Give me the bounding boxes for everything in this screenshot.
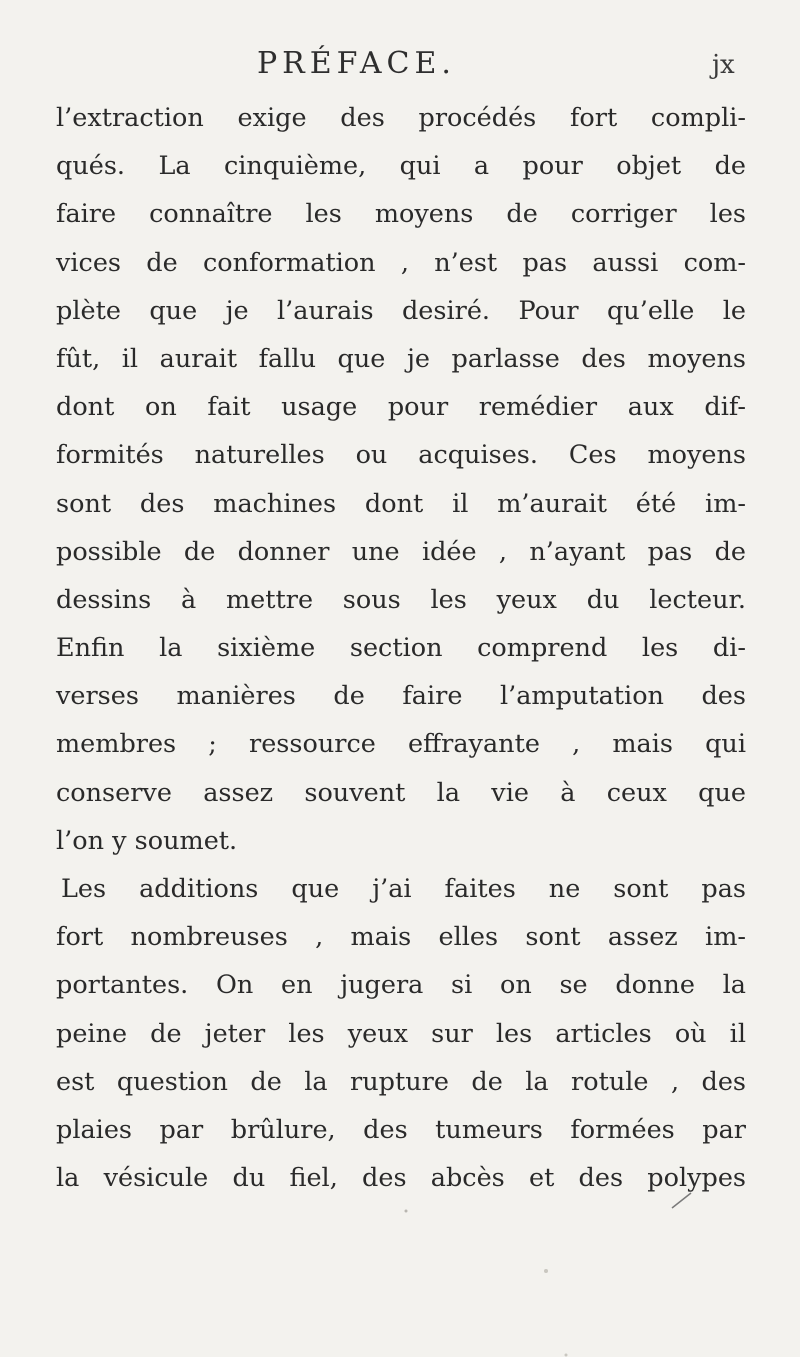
running-head — [0, 46, 800, 96]
text-line: portantes. On en jugera si on se donne la — [56, 970, 746, 1001]
text-line: fût, il aurait fallu que je parlasse des moyens — [56, 343, 746, 374]
text-line: possible de donner une idée , n’ayant pas de — [56, 536, 746, 567]
body-text — [56, 94, 746, 1202]
text-line: dessins à mettre sous les yeux du lecteur. — [56, 584, 746, 615]
text-line: Les additions que j’ai faites ne sont pas — [61, 874, 746, 904]
text-line: dont on fait usage pour remédier aux dif- — [56, 392, 746, 423]
text-line: verses manières de faire l’amputation des — [56, 681, 746, 712]
ink-speck — [565, 1354, 568, 1357]
text-line: plète que je l’aurais desiré. Pour qu’elle le — [56, 295, 746, 326]
text-line: formités naturelles ou acquises. Ces moyens — [56, 440, 746, 471]
text-line: la vésicule du fiel, des abcès et des polypes — [56, 1163, 746, 1194]
running-title: PRÉFACE. — [257, 46, 456, 81]
text-line: Enfin la sixième section comprend les di- — [56, 633, 746, 664]
text-line: membres ; ressource effrayante , mais qui — [56, 729, 746, 760]
ink-speck — [544, 1269, 548, 1273]
text-line: plaies par brûlure, des tumeurs formées par — [56, 1114, 746, 1145]
page-number: jx — [712, 50, 735, 80]
text-line: faire connaître les moyens de corriger les — [56, 199, 746, 230]
ink-speck — [405, 1210, 408, 1213]
text-line: est question de la rupture de la rotule , des — [56, 1066, 746, 1097]
text-line: conserve assez souvent la vie à ceux que — [56, 777, 746, 808]
text-line: fort nombreuses , mais elles sont assez im- — [56, 922, 746, 953]
text-line: sont des machines dont il m’aurait été im- — [56, 488, 746, 519]
text-line: l’extraction exige des procédés fort compli- — [56, 103, 746, 133]
text-line: vices de conformation , n’est pas aussi com- — [56, 247, 746, 278]
text-line: peine de jeter les yeux sur les articles où il — [56, 1018, 746, 1049]
text-line: qués. La cinquième, qui a pour objet de — [56, 151, 746, 182]
text-line: l’on y soumet. — [56, 825, 238, 856]
